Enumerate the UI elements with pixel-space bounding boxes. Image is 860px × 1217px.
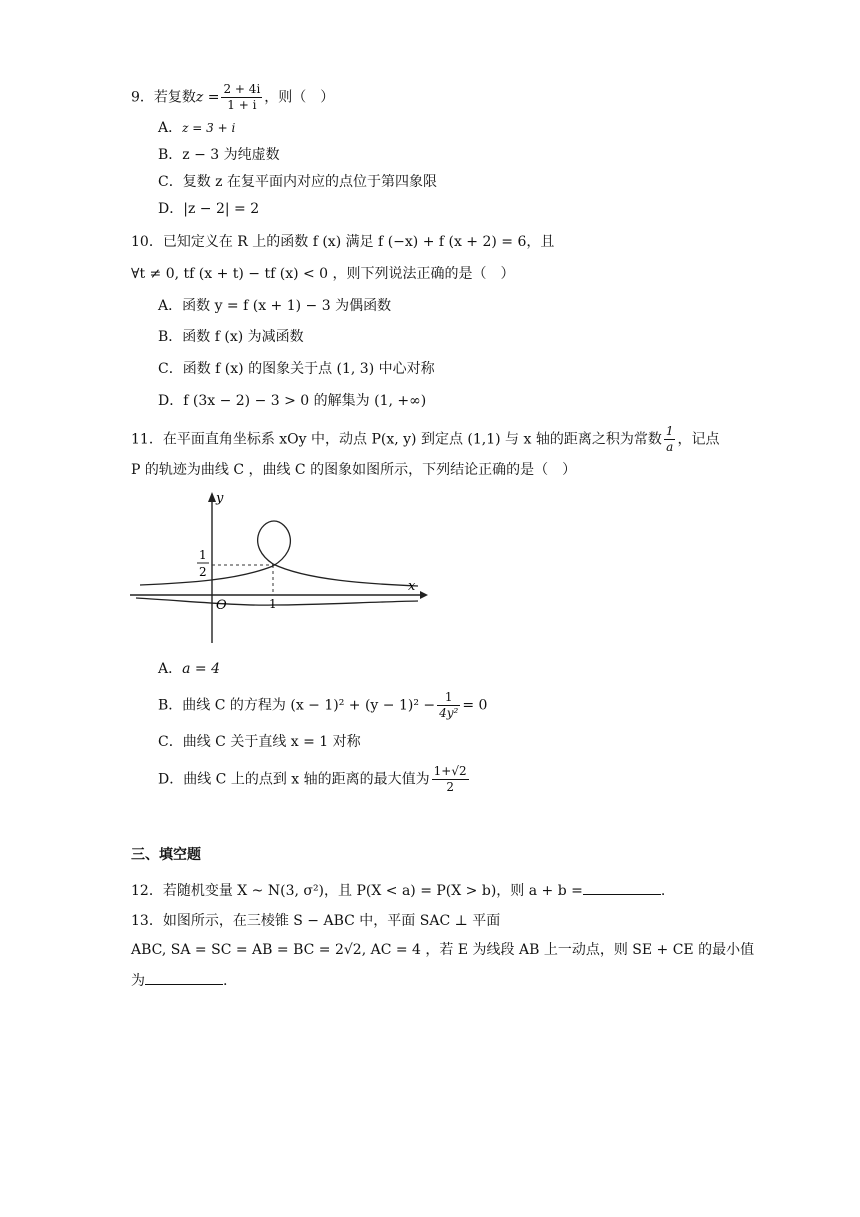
q9-option-c <box>158 172 437 192</box>
q10-option-a-text: 函数 y = f (x + 1) − 3 为偶函数 <box>182 298 392 314</box>
q11-frac-den: a <box>666 440 674 454</box>
q9-option-c-text: 复数 z 在复平面内对应的点位于第四象限 <box>182 174 437 190</box>
x-axis-label: x <box>408 579 416 594</box>
q10-option-a <box>158 296 391 316</box>
q11-fraction <box>664 424 676 455</box>
q9-fraction <box>221 82 262 113</box>
q11-option-d-fraction <box>432 764 469 795</box>
q11-option-b-fraction <box>437 690 460 721</box>
q9-option-a <box>158 118 235 138</box>
q11-option-a <box>158 659 220 679</box>
q10-option-c-text: 函数 f (x) 的图象关于点 (1, 3) 中心对称 <box>182 361 435 377</box>
q13-stem-line1: 13．如图所示，在三棱锥 S − ABC 中，平面 SAC ⊥ 平面 <box>131 913 501 929</box>
q13-stem-line3-suffix: . <box>223 973 228 989</box>
q12-stem-prefix: 12．若随机变量 X ~ N(3, σ²)，且 P(X < a) = P(X > b)，则 a + b = <box>131 883 583 899</box>
q11-option-c-label: C． <box>158 734 183 750</box>
q11-option-b <box>158 690 487 721</box>
q10-option-c-label: C． <box>158 361 183 377</box>
q11-option-a-label: A． <box>158 661 183 677</box>
q9-option-c-label: C． <box>158 174 183 190</box>
q11-option-c-text: 曲线 C 关于直线 x = 1 对称 <box>182 734 361 750</box>
q11-option-b-frac-num: 1 <box>437 690 460 706</box>
q11-stem-line1 <box>131 424 719 455</box>
q11-option-d-frac-num: 1+√2 <box>433 764 467 778</box>
q10-stem-line2: ∀t ≠ 0, tf (x + t) − tf (x) < 0 ，则下列说法正确的是（ ） <box>131 266 515 282</box>
q10-stem-line1: 10．已知定义在 R 上的函数 f (x) 满足 f (−x) + f (x + 2) = 6，且 <box>131 234 555 250</box>
q9-stem <box>131 82 334 113</box>
q11-stem-prefix: 11．在平面直角坐标系 xOy 中，动点 P(x, y) 到定点 (1,1) 与 x 轴的距离之积为常数 <box>131 431 662 448</box>
q10-option-d-label: D． <box>158 393 184 409</box>
q11-option-d-label: D． <box>158 771 184 788</box>
q9-frac-den: 1 + i <box>227 98 257 112</box>
q13-stem-line3 <box>131 970 227 991</box>
q11-option-b-frac-den: 4y² <box>439 706 459 720</box>
q11-option-b-label: B． <box>158 697 183 714</box>
q9-stem-prefix: 9．若复数 <box>131 89 196 106</box>
q10-option-b-label: B． <box>158 329 183 345</box>
q10-option-a-label: A． <box>158 298 183 314</box>
q9-option-b-text: z − 3 为纯虚数 <box>182 147 280 163</box>
q10-option-d <box>158 391 426 411</box>
q11-option-a-text: a = 4 <box>182 661 221 677</box>
q12-stem-suffix: . <box>660 883 666 899</box>
origin-label: O <box>216 598 227 613</box>
y-tick-num: 1 <box>199 548 207 562</box>
q11-option-b-prefix: 曲线 C 的方程为 (x − 1)² + (y − 1)² − <box>182 697 436 714</box>
q11-option-b-suffix: = 0 <box>462 697 488 714</box>
q9-option-d-text: |z − 2| = 2 <box>183 201 260 217</box>
q11-option-d-frac-den: 2 <box>446 780 454 794</box>
q13-answer-blank[interactable] <box>145 970 223 985</box>
x-axis-arrow-icon <box>420 591 428 599</box>
q13-stem-line2: ABC, SA = SC = AB = BC = 2√2, AC = 4 ，若 E 为线段 AB 上一动点，则 SE + CE 的最小值 <box>131 942 755 958</box>
q10-option-b <box>158 327 304 347</box>
q9-option-a-text: z = 3 + i <box>182 121 236 135</box>
q9-option-a-label: A． <box>158 120 183 136</box>
q10-option-d-text: f (3x − 2) − 3 > 0 的解集为 (1, +∞) <box>183 393 427 409</box>
curve-lower-branch <box>136 598 418 605</box>
curve-upper-branch <box>140 521 418 586</box>
q9-frac-num: 2 + 4i <box>223 82 261 96</box>
q9-option-d-label: D． <box>158 201 184 217</box>
q11-option-d-prefix: 曲线 C 上的点到 x 轴的距离的最大值为 <box>183 771 430 788</box>
q13-stem-line3-prefix: 为 <box>131 973 145 989</box>
q11-curve-figure <box>128 488 428 646</box>
y-tick-den: 2 <box>199 565 207 579</box>
q11-option-d <box>158 764 471 795</box>
q9-option-d <box>158 199 259 219</box>
x-tick-label: 1 <box>269 597 277 611</box>
q12-answer-blank[interactable] <box>583 880 661 895</box>
q9-option-b-label: B． <box>158 147 183 163</box>
y-axis-label: y <box>216 491 224 506</box>
q11-frac-num: 1 <box>665 424 674 438</box>
y-axis-arrow-icon <box>208 492 216 502</box>
q12-stem <box>131 880 665 901</box>
q11-stem-suffix: ，记点 <box>677 431 720 448</box>
q10-option-c <box>158 359 435 379</box>
q11-option-c <box>158 732 361 752</box>
q9-stem-suffix: ，则（ ） <box>264 89 335 106</box>
q9-stem-eq: z = <box>195 89 220 106</box>
q11-stem-line2: P 的轨迹为曲线 C ，曲线 C 的图象如图所示，下列结论正确的是（ ） <box>131 462 577 478</box>
section-title: 三、填空题 <box>131 847 201 863</box>
q9-option-b <box>158 145 280 165</box>
q10-option-b-text: 函数 f (x) 为减函数 <box>182 329 304 345</box>
